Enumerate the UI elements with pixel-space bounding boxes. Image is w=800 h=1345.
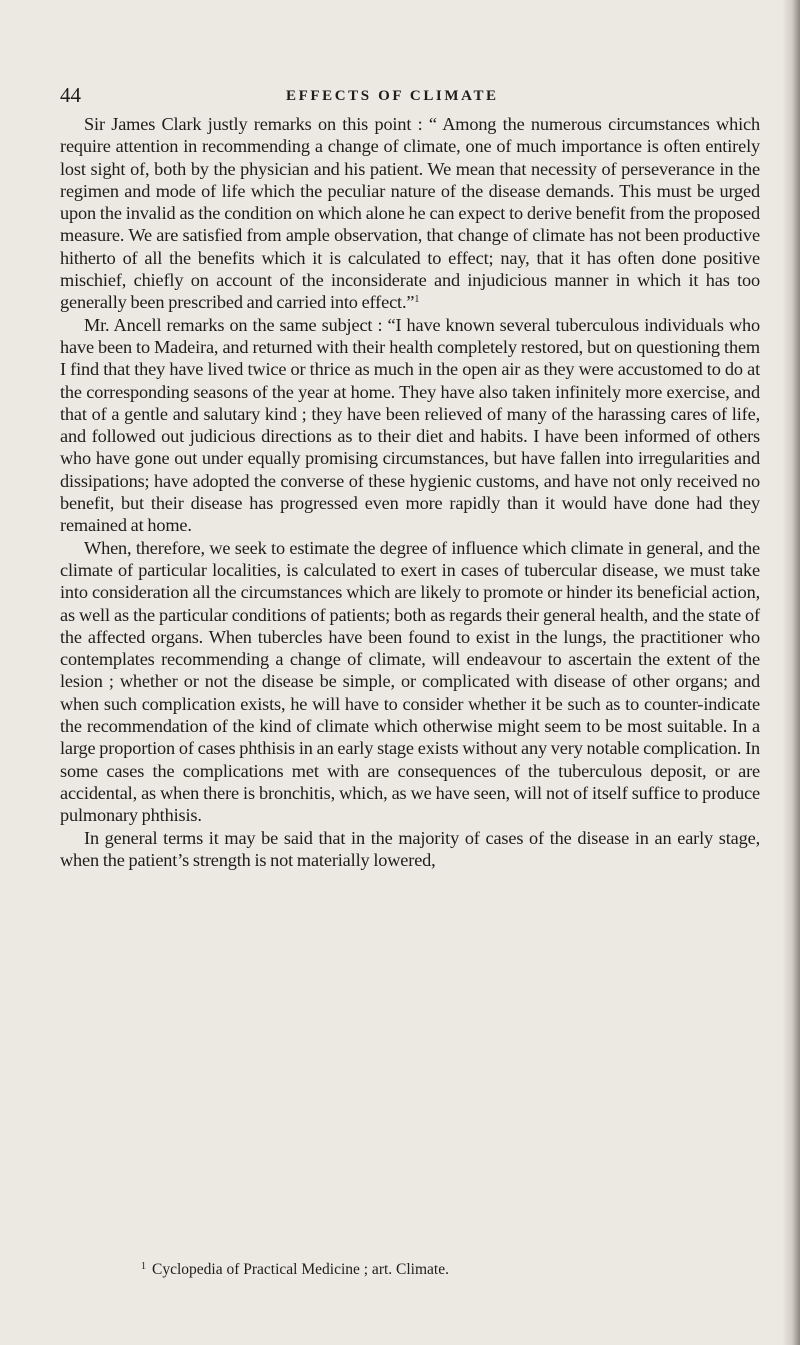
- footnote-text: Cyclopedia of Practical Medicine ; art. Climate.: [152, 1261, 449, 1278]
- footnote: [141, 1257, 449, 1280]
- paragraph-text: In general terms it may be said that in the majority of cases of the disease in an early stage, when the patient’s strength is not materially lowered,: [60, 827, 760, 870]
- footnote-marker: 1: [141, 1261, 146, 1272]
- paragraph-text: Mr. Ancell remarks on the same subject : “I have known several tuberculous individuals who have been to Madeira, and returned with their health completely restored, but on questioning them I find that they have lived twice or thrice as much in the open air as they were accustomed to do at the corresponding seasons of the year at home. They have also taken infinitely more exercise, and that of a gentle and salutary kind ; they have been relieved of many of the harassing cares of life, and followed out judicious directions as to their diet and habits. I have been informed of others who have gone out under equally promising circumstances, but have fallen into irregularities and dissipations; have adopted the converse of these hygienic customs, and have not only received no benefit, but their disease has progressed even more rapidly than it would have done had they remained at home.: [60, 314, 760, 536]
- paragraph-climate-influence: [60, 537, 760, 827]
- footnote-reference: 1: [414, 294, 420, 306]
- paragraph-text: Sir James Clark justly remarks on this point : “ Among the numerous circumstances which require attention in recommending a change of climate, one of much importance is often entirely lost sight of, both by the physician and his patient. We mean that necessity of perseverance in the regimen and mode of life which the peculiar nature of the disease demands. This must be urged upon the invalid as the condition on which alone he can expect to derive benefit from the proposed measure. We are satisfied from ample observation, that change of climate has not been productive hitherto of all the benefits which it is calculated to effect; nay, that it has often done positive mischief, chiefly on account of the inconsiderate and injudicious manner in which it has too generally been prescribed and carried into effect.”: [60, 114, 760, 313]
- page-number: 44: [60, 83, 81, 107]
- paragraph-ancell-quote: [60, 314, 760, 537]
- body-text: [60, 113, 760, 871]
- page-header: [60, 82, 760, 110]
- paragraph-clark-quote: [60, 113, 760, 314]
- paragraph-general-terms: [60, 827, 760, 872]
- running-head: EFFECTS OF CLIMATE: [286, 88, 499, 104]
- page-edge-shadow: [782, 0, 800, 1345]
- paragraph-text: When, therefore, we seek to estimate the degree of influence which climate in general, and the climate of particular localities, is calculated to exert in cases of tubercular disease, we must take into consideration all the circumstances which are likely to promote or hinder its beneficial action, as well as the particular conditions of patients; both as regards their general health, and the state of the affected organs. When tubercles have been found to exist in the lungs, the practitioner who contemplates recommending a change of climate, will endeavour to ascertain the extent of the lesion ; whether or not the disease be simple, or complicated with disease of other organs; and when such complication exists, he will have to consider whether it be such as to counter-indicate the recommendation of the kind of climate which otherwise might seem to be most suitable. In a large proportion of cases phthisis in an early stage exists without any very notable complication. In some cases the complications met with are consequences of the tuberculous deposit, or are accidental, as when there is bronchitis, which, as we have seen, will not of itself suffice to produce pulmonary phthisis.: [60, 537, 760, 826]
